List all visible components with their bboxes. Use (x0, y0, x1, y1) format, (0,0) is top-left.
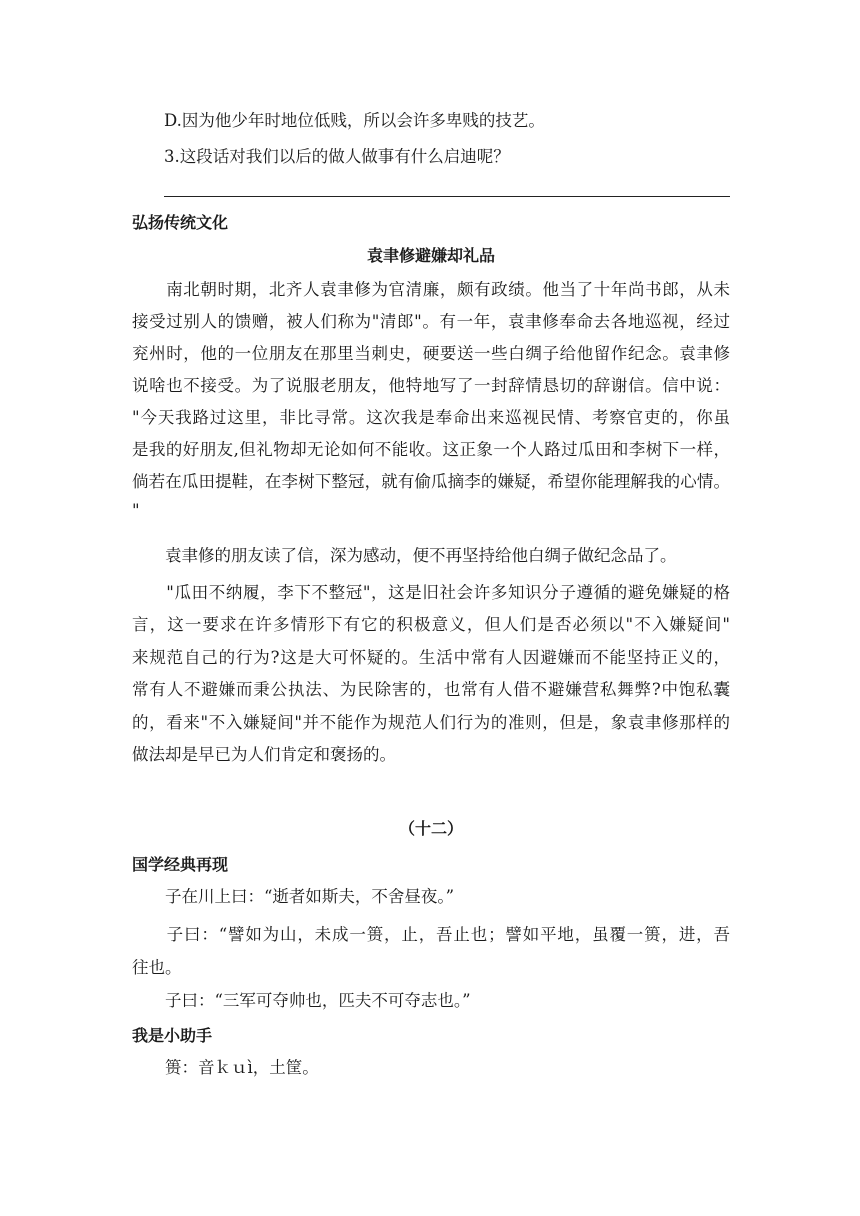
section-heading-helper: 我是小助手 (132, 1026, 213, 1045)
text-line: 兖州时，他的一位朋友在那里当刺史，硬要送一些白绸子给他留作纪念。袁聿修 (132, 344, 730, 363)
question-option-d: D.因为他少年时地位低贱，所以会许多卑贱的技艺。 (164, 111, 545, 130)
text-line: 往也。 (132, 958, 182, 977)
text-line: 常有人不避嫌而秉公执法、为民除害的，也常有人借不避嫌营私舞弊?中饱私囊 (132, 680, 730, 699)
text-line: 言，这一要求在许多情形下有它的积极意义，但人们是否必须以"不入嫌疑间" (132, 615, 730, 634)
text-line: 接受过别人的馈赠，被人们称为"清郎"。有一年，袁聿修奉命去各地巡视，经过 (132, 312, 730, 331)
text-line: 来规范自己的行为?这是大可怀疑的。生活中常有人因避嫌而不能坚持正义的， (132, 648, 730, 667)
story-title: 袁聿修避嫌却礼品 (366, 246, 495, 265)
helper-note: 篑：音ｋｕì，土筐。 (132, 1058, 319, 1077)
text-line: 的，看来"不入嫌疑间"并不能作为规范人们行为的准则，但是，象袁聿修那样的 (132, 713, 730, 732)
question-3: 3.这段话对我们以后的做人做事有什么启迪呢？ (164, 147, 510, 166)
classic-quote-3: 子曰：“三军可夺帅也，匹夫不可夺志也。” (132, 991, 471, 1010)
section-heading-traditional-culture: 弘扬传统文化 (132, 213, 229, 232)
section-number: （十二） (398, 819, 463, 838)
text-line: " (132, 501, 140, 520)
classic-quote-1: 子在川上曰：“逝者如斯夫，不舍昼夜。” (132, 887, 455, 906)
answer-line[interactable] (164, 196, 730, 197)
text-line: "今天我路过这里，非比寻常。这次我是奉命出来巡视民情、考察官吏的，你虽 (132, 408, 730, 427)
text-line: 南北朝时期，北齐人袁聿修为官清廉，颇有政绩。他当了十年尚书郎，从未 (132, 280, 730, 299)
text-line: "瓜田不纳履，李下不整冠"，这是旧社会许多知识分子遵循的避免嫌疑的格 (132, 583, 730, 602)
text-line: 子曰：“譬如为山，未成一篑，止，吾止也；譬如平地，虽覆一篑，进，吾 (132, 925, 730, 944)
text-line: 倘若在瓜田提鞋，在李树下整冠，就有偷瓜摘李的嫌疑，希望你能理解我的心情。 (132, 472, 730, 491)
section-heading-classics: 国学经典再现 (132, 855, 229, 874)
text-line: 做法却是早已为人们肯定和褒扬的。 (132, 745, 396, 764)
text-line: 是我的好朋友,但礼物却无论如何不能收。这正象一个人路过瓜田和李树下一样， (132, 440, 730, 459)
story-paragraph-2: 袁聿修的朋友读了信，深为感动，便不再坚持给他白绸子做纪念品了。 (132, 546, 677, 565)
text-line: 说啥也不接受。为了说服老朋友，他特地写了一封辞情恳切的辞谢信。信中说： (132, 376, 730, 395)
